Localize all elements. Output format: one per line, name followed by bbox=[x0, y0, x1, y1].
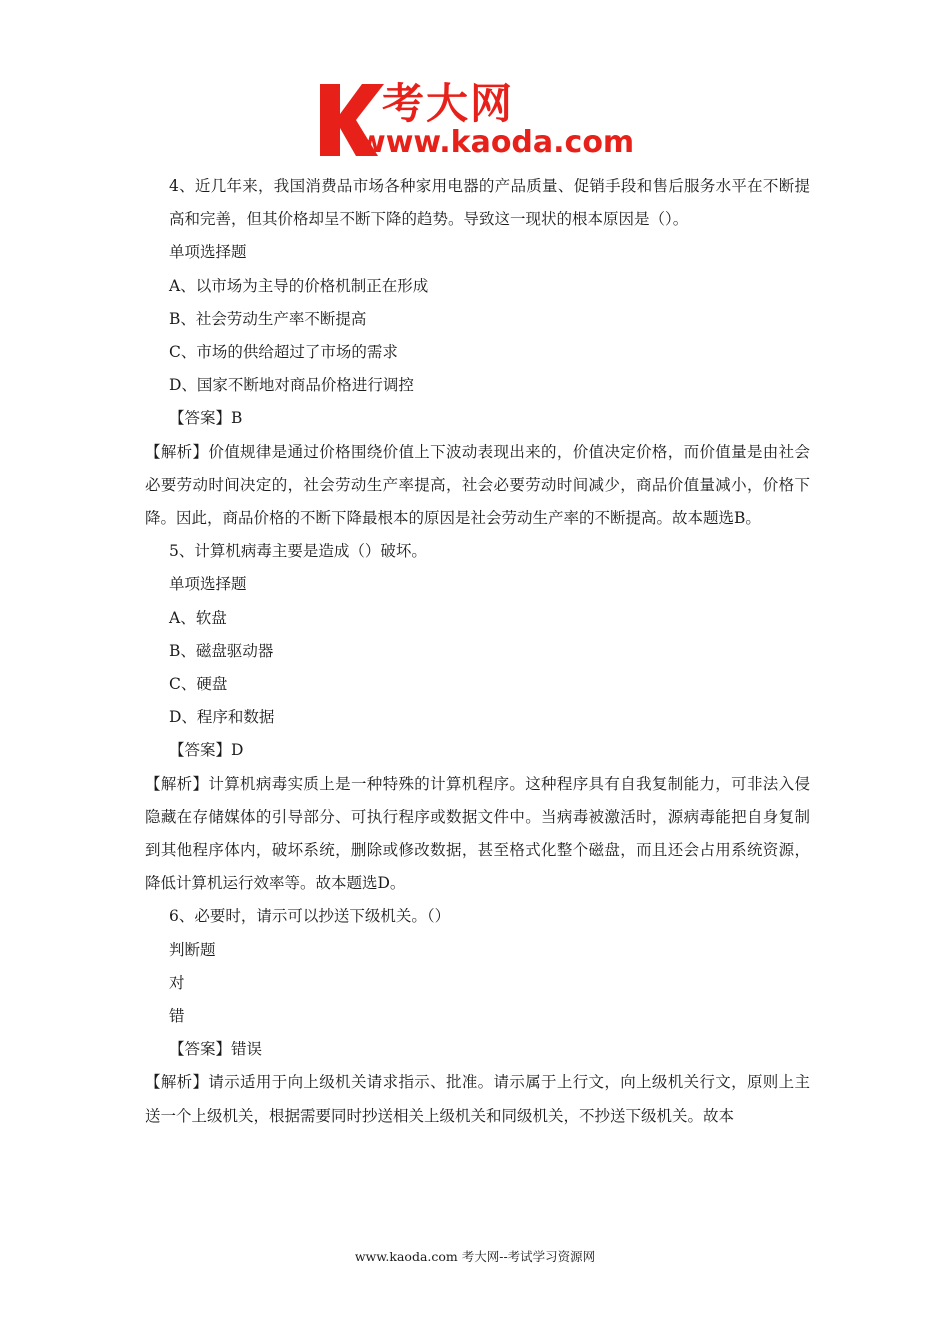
question-5-option-d: D、程序和数据 bbox=[169, 708, 275, 727]
question-6-stem: 6、必要时，请示可以抄送下级机关。（） bbox=[169, 907, 451, 926]
question-6-option-false: 错 bbox=[169, 1007, 185, 1026]
question-5-option-b: B、磁盘驱动器 bbox=[169, 641, 274, 660]
question-5-stem: 5、计算机病毒主要是造成（）破坏。 bbox=[169, 542, 427, 561]
question-5-option-c: C、硬盘 bbox=[169, 675, 228, 694]
question-4-option-d: D、国家不断地对商品价格进行调控 bbox=[169, 376, 414, 395]
question-6-answer: 【答案】错误 bbox=[169, 1040, 263, 1059]
logo-url: www.kaoda.com bbox=[358, 125, 635, 160]
question-5-type: 单项选择题 bbox=[169, 575, 247, 594]
analysis-text: 请示适用于向上级机关请求指示、批准。请示属于上行文，向上级机关行文，原则上主送一个上级机关，根据需要同时抄送相关上级机关和同级机关，不抄送下级机关。故本 bbox=[145, 1073, 810, 1125]
question-4-stem: 4、近几年来，我国消费品市场各种家用电器的产品质量、促销手段和售后服务水平在不断提高和完善，但其价格却呈不断下降的趋势。导致这一现状的根本原因是（）。 bbox=[169, 177, 810, 229]
question-5-option-a: A、软盘 bbox=[169, 608, 227, 627]
question-6-type: 判断题 bbox=[169, 940, 216, 959]
question-6-analysis bbox=[145, 1066, 810, 1132]
question-6-option-true: 对 bbox=[169, 973, 185, 992]
question-5-answer: 【答案】D bbox=[169, 741, 244, 760]
analysis-label: 【解析】 bbox=[145, 774, 209, 793]
page-footer: www.kaoda.com 考大网--考试学习资源网 bbox=[354, 1249, 596, 1264]
question-4-analysis bbox=[145, 436, 810, 536]
analysis-label: 【解析】 bbox=[145, 442, 209, 461]
analysis-text: 计算机病毒实质上是一种特殊的计算机程序。这种程序具有自我复制能力，可非法入侵隐藏在存储媒体的引导部分、可执行程序或数据文件中。当病毒被激活时，源病毒能把自身复制到其他程序体内，破坏系统，删除或修改数据，甚至格式化整个磁盘，而且还会占用系统资源，降低计算机运行效率等。故本题选D。 bbox=[145, 774, 810, 893]
question-5-analysis bbox=[145, 768, 810, 901]
question-4-option-c: C、市场的供给超过了市场的需求 bbox=[169, 343, 398, 362]
logo-cn-name: 考大网 bbox=[382, 79, 515, 128]
document-body bbox=[145, 170, 810, 1133]
question-4-option-a: A、以市场为主导的价格机制正在形成 bbox=[169, 276, 429, 295]
analysis-label: 【解析】 bbox=[145, 1073, 209, 1092]
question-4-type: 单项选择题 bbox=[169, 243, 247, 262]
kaoda-logo bbox=[318, 80, 638, 160]
analysis-text: 价值规律是通过价格围绕价值上下波动表现出来的，价值决定价格，而价值量是由社会必要劳动时间决定的，社会劳动生产率提高，社会必要劳动时间减少，商品价值量减小，价格下降。因此，商品价格的不断下降最根本的原因是社会劳动生产率的不断提高。故本题选B。 bbox=[145, 442, 810, 528]
question-4-answer: 【答案】B bbox=[169, 409, 243, 428]
question-4-option-b: B、社会劳动生产率不断提高 bbox=[169, 309, 367, 328]
